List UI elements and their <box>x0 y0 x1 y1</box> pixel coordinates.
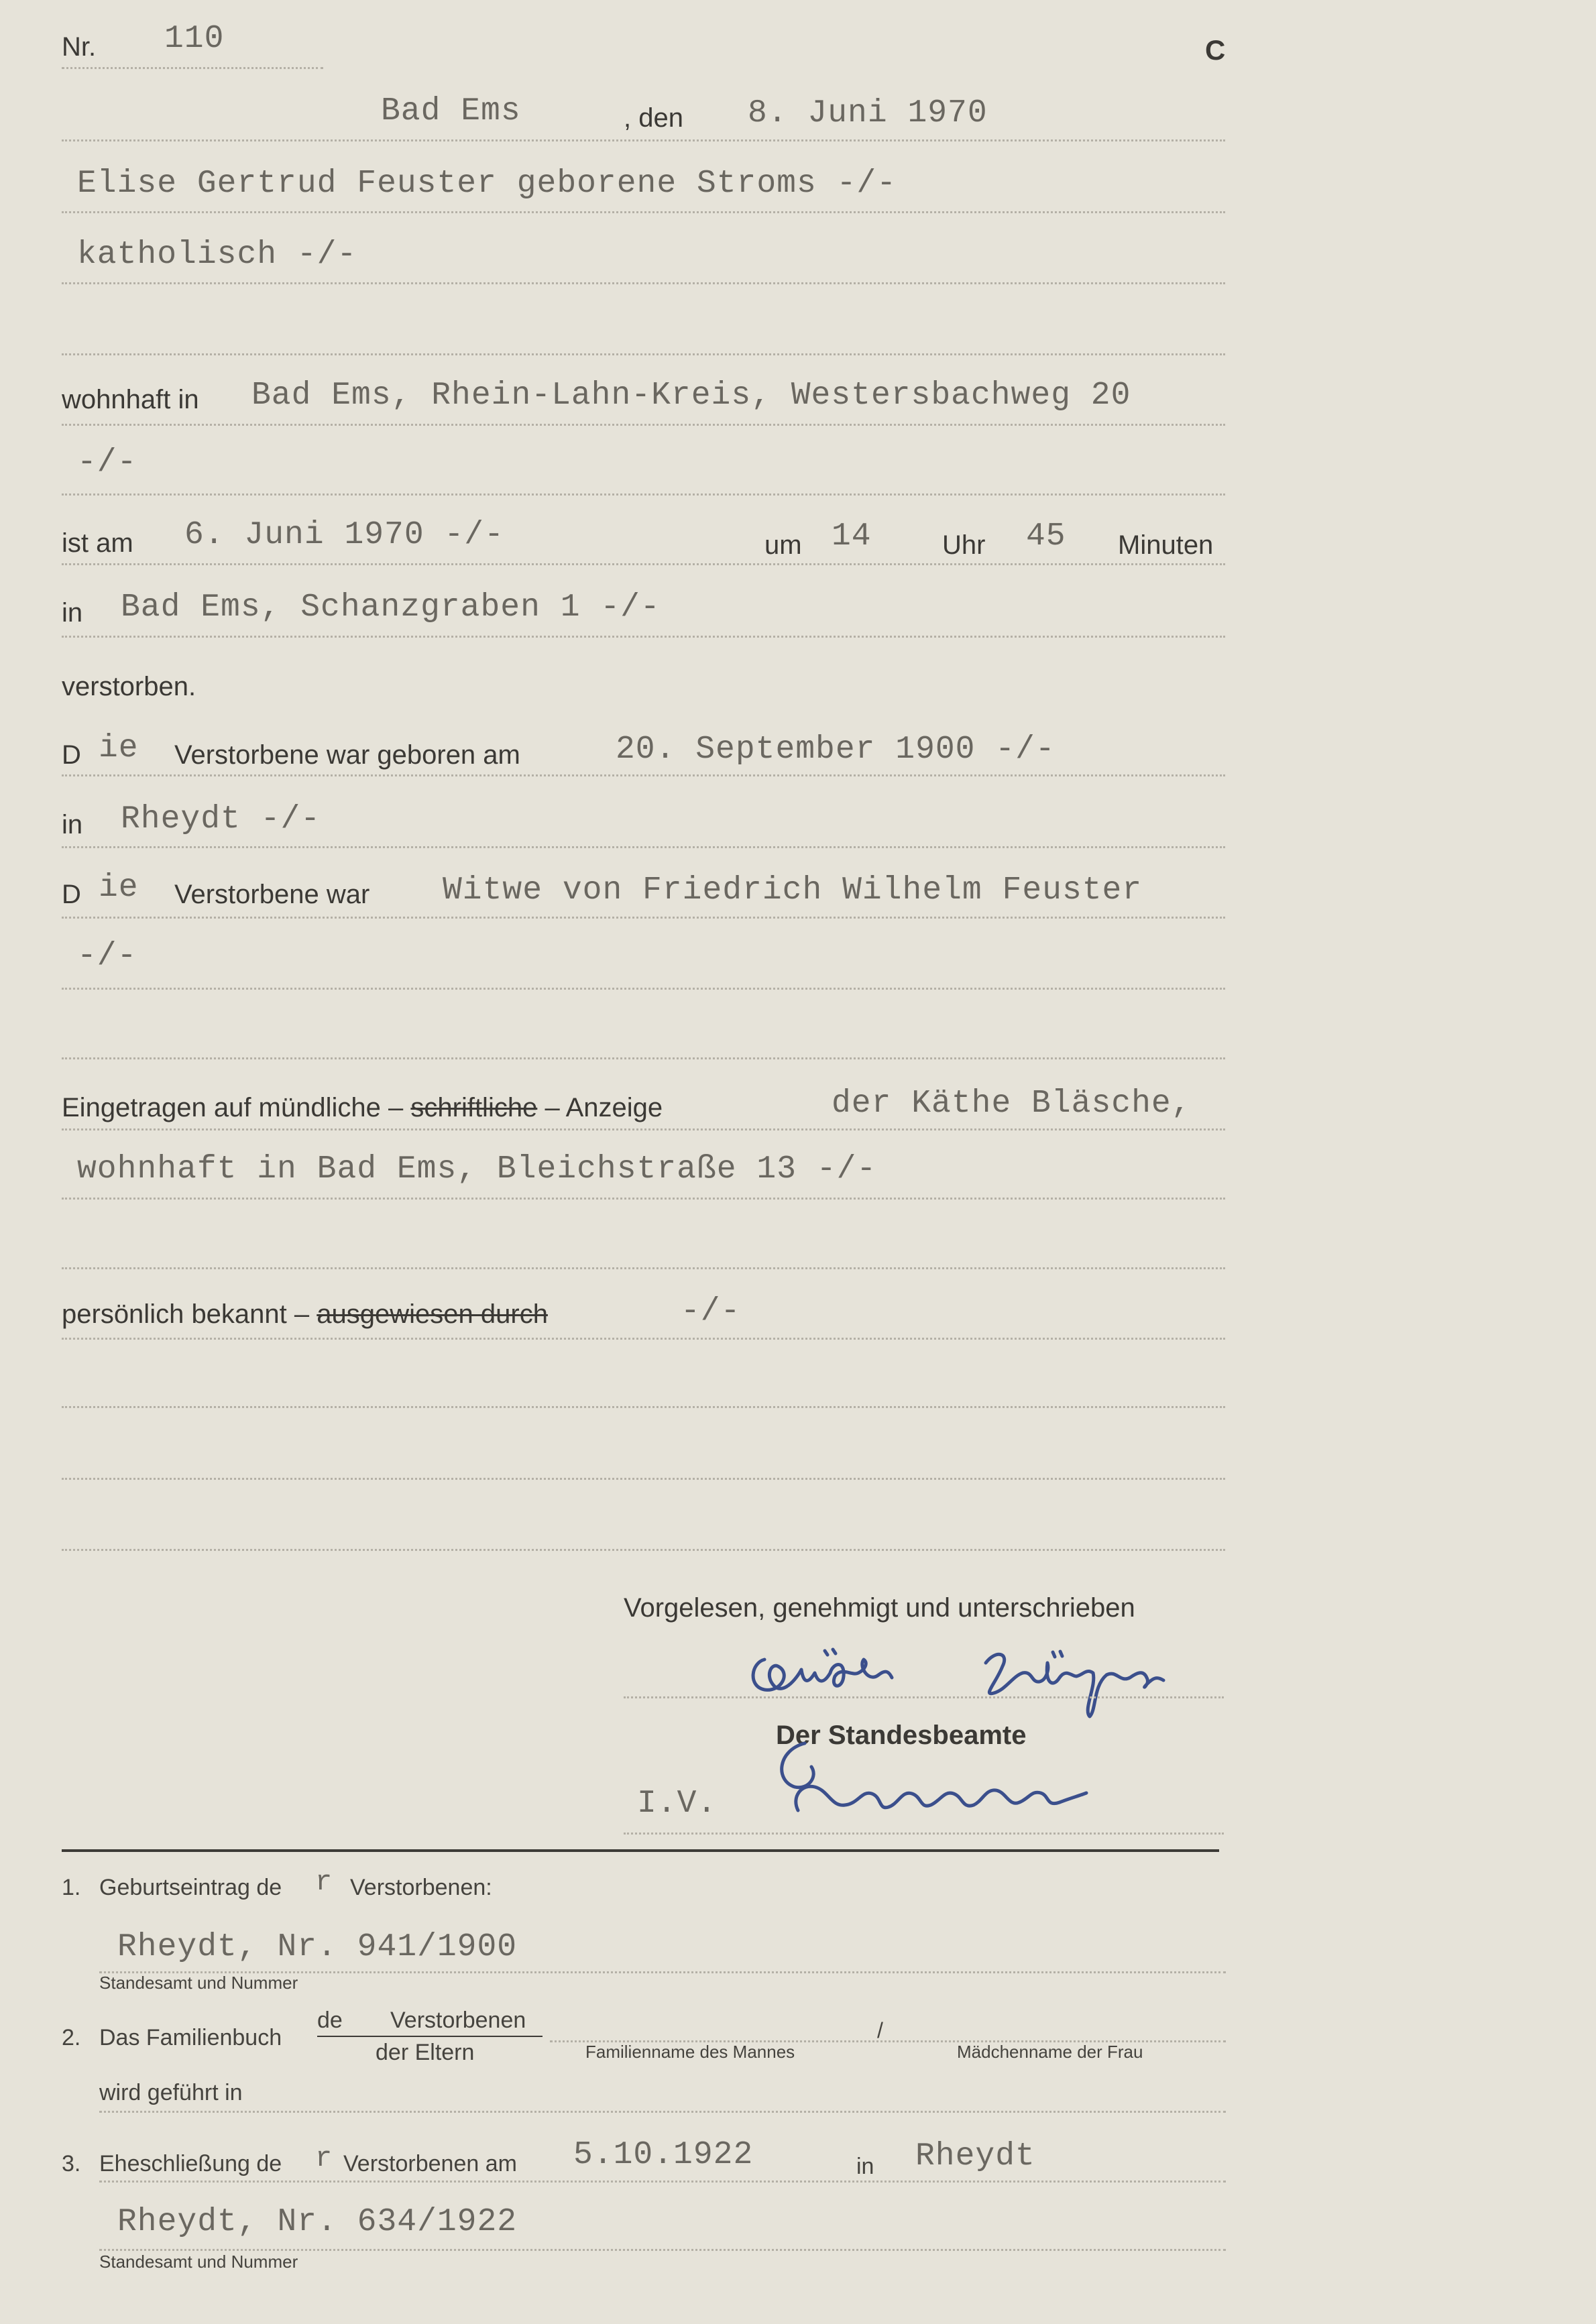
note1-value: Rheydt, Nr. 941/1900 <box>117 1929 518 1965</box>
residence-label: wohnhaft in <box>62 385 199 414</box>
place: Bad Ems <box>381 93 521 129</box>
rule <box>62 563 1225 565</box>
deceased-name: Elise Gertrud Feuster geborene Stroms -/- <box>77 166 897 202</box>
rule <box>62 774 1225 776</box>
note2-de: de <box>317 2008 343 2033</box>
rule <box>62 424 1225 426</box>
note2-caption-husband: Familienname des Mannes <box>585 2042 795 2062</box>
rule <box>62 67 323 69</box>
birth-in-label: in <box>62 810 83 839</box>
registrar-title: Der Standesbeamte <box>776 1721 1027 1750</box>
den-label: , den <box>624 103 683 133</box>
note3-label2: Verstorbenen am <box>343 2151 517 2176</box>
rule <box>62 139 1225 141</box>
death-minute: 45 <box>1026 518 1066 555</box>
note1-r: r <box>315 1866 333 1898</box>
note2-eltern: der Eltern <box>376 2040 475 2065</box>
rule <box>62 1198 1225 1200</box>
registrar-signature-image <box>764 1723 1100 1831</box>
rule <box>62 1338 1225 1340</box>
residence-cont: -/- <box>77 445 137 481</box>
note3-number: 3. <box>62 2151 81 2176</box>
birth-ie: ie <box>99 730 139 766</box>
note3-label: Eheschließung de <box>99 2151 282 2176</box>
death-date: 6. Juni 1970 -/- <box>184 517 504 553</box>
um-label: um <box>764 530 802 560</box>
entry-number: 110 <box>164 21 225 57</box>
rule <box>624 1833 1224 1835</box>
note1-label2: Verstorbenen: <box>350 1875 492 1900</box>
nr-label: Nr. <box>62 32 97 62</box>
rule <box>99 2249 1226 2251</box>
fraction-line <box>317 2036 543 2037</box>
rule <box>62 1057 1225 1059</box>
read-approved-label: Vorgelesen, genehmigt und unterschrieben <box>624 1593 1135 1623</box>
rule <box>62 988 1225 990</box>
note2-number: 2. <box>62 2025 81 2050</box>
informant-signature-image <box>744 1636 1227 1730</box>
rule <box>62 1478 1225 1480</box>
minuten-label: Minuten <box>1118 530 1214 560</box>
identity-value: -/- <box>681 1293 741 1330</box>
rule <box>62 282 1225 284</box>
note1-number: 1. <box>62 1875 81 1900</box>
death-place: Bad Ems, Schanzgraben 1 -/- <box>121 589 661 626</box>
status-label: Verstorbene war <box>174 880 370 909</box>
birth-date: 20. September 1900 -/- <box>616 732 1056 768</box>
identity-label: persönlich bekannt – ausgewiesen durch <box>62 1299 548 1329</box>
ist-am-label: ist am <box>62 528 133 558</box>
section-separator <box>62 1849 1219 1852</box>
rule <box>62 846 1225 848</box>
informant-cont: wohnhaft in Bad Ems, Bleichstraße 13 -/- <box>77 1151 877 1187</box>
rule <box>62 211 1225 213</box>
residence: Bad Ems, Rhein-Lahn-Kreis, Westersbachweg 20 <box>251 377 1131 414</box>
religion: katholisch -/- <box>77 237 357 273</box>
note3-in: in <box>856 2154 874 2179</box>
birth-label: Verstorbene war geboren am <box>174 740 520 770</box>
rule <box>99 2111 1226 2113</box>
rule <box>62 1406 1225 1408</box>
rule <box>624 1696 1224 1698</box>
rule <box>62 917 1225 919</box>
status-ie: ie <box>99 870 139 906</box>
report-label: Eingetragen auf mündliche – schriftliche – Anzeige <box>62 1093 663 1122</box>
verstorben-label: verstorben. <box>62 672 196 701</box>
rule <box>62 1128 1225 1130</box>
note3-value: Rheydt, Nr. 634/1922 <box>117 2204 518 2240</box>
note2-fuehrt: wird geführt in <box>99 2080 243 2105</box>
death-in-label: in <box>62 598 83 628</box>
rule <box>62 1549 1225 1551</box>
rule <box>99 2181 1226 2183</box>
note3-caption: Standesamt und Nummer <box>99 2252 298 2272</box>
marital-status: Witwe von Friedrich Wilhelm Feuster <box>443 872 1143 909</box>
birth-d-label: D <box>62 740 81 770</box>
iv-label: I.V. <box>637 1786 718 1822</box>
rule <box>62 636 1225 638</box>
death-hour: 14 <box>832 518 872 555</box>
rule <box>62 1267 1225 1269</box>
uhr-label: Uhr <box>942 530 986 560</box>
note2-label: Das Familienbuch <box>99 2025 282 2050</box>
status-d-label: D <box>62 880 81 909</box>
note1-label: Geburtseintrag de <box>99 1875 282 1900</box>
note1-caption: Standesamt und Nummer <box>99 1973 298 1993</box>
note2-verstorbenen: Verstorbenen <box>390 2008 526 2033</box>
rule <box>62 493 1225 496</box>
entry-date: 8. Juni 1970 <box>748 95 988 131</box>
rule <box>62 353 1225 355</box>
note2-slash: / <box>877 2018 883 2042</box>
register-letter: C <box>1205 34 1226 66</box>
marriage-place: Rheydt <box>915 2138 1035 2174</box>
informant: der Käthe Bläsche, <box>832 1086 1192 1122</box>
note3-r: r <box>315 2142 333 2174</box>
marital-status-cont: -/- <box>77 938 137 974</box>
birth-place: Rheydt -/- <box>121 801 321 837</box>
note2-caption-wife: Mädchenname der Frau <box>957 2042 1143 2062</box>
marriage-date: 5.10.1922 <box>573 2137 754 2173</box>
